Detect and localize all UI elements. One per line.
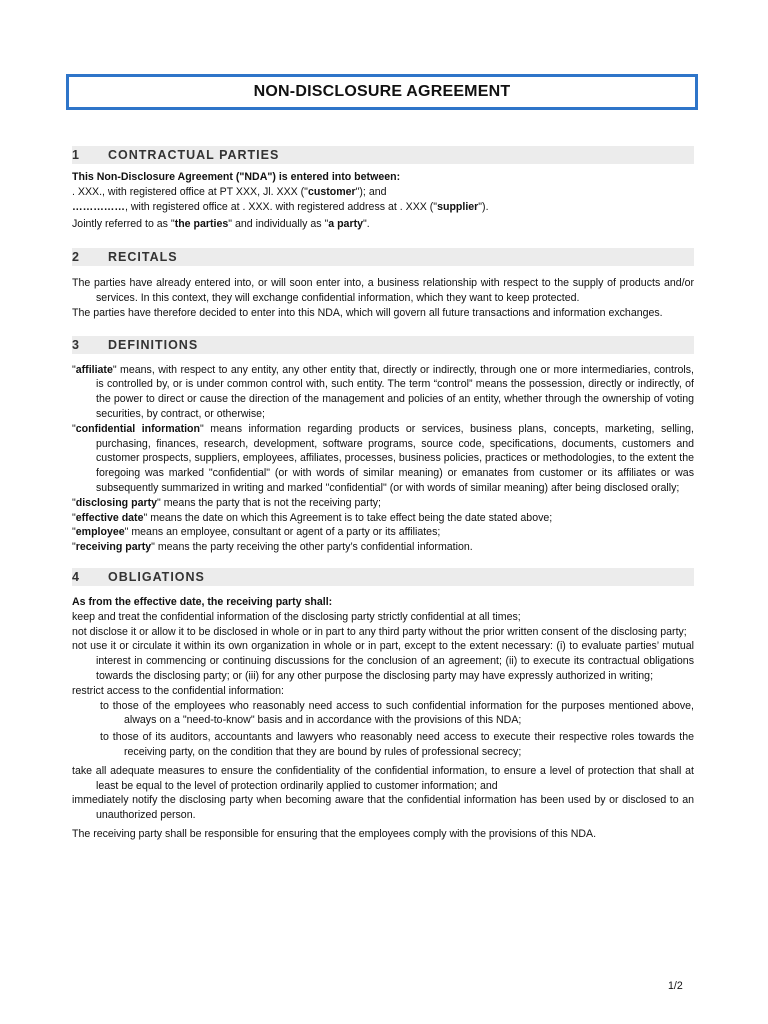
definition-disclosing-party: "disclosing party" means the party that is not the receiving party; [72,496,382,509]
obligation-subitem: to those of its auditors, accountants and lawyers who reasonably need access to execute their respective roles towards the receiving party, on the condition that they are bound by rules of professional secrecy; [100,731,694,758]
party-supplier: ……………, with registered office at . XXX. with registered address at . XXX ("supplier"). [72,200,489,213]
obligations-closing: The receiving party shall be responsible for ensuring that the employees comply with the provisions of this NDA. [72,827,597,840]
document-page [72,74,694,842]
section-heading-recitals [72,248,694,266]
section-number: 1 [72,148,80,162]
definition-effective-date: "effective date" means the date on which this Agreement is to take effect being the date stated above; [72,511,553,524]
obligation-item: immediately notify the disclosing party when becoming aware that the confidential information has been used by or disclosed to an unauthorized person. [72,794,694,822]
parties-intro: This Non-Disclosure Agreement ("NDA") is entered into between: [72,171,401,183]
section-number: 4 [72,569,80,584]
recital-1: The parties have already entered into, or will soon enter into, a business relationship with respect to the supply of products and/or services. In this context, they will exchange confidential information, which they want to keep protected. [72,277,694,304]
obligation-item: not disclose it or allow it to be disclosed in whole or in part to any third party without the prior written consent of the disclosing party; [72,625,687,638]
obligation-item: take all adequate measures to ensure the confidentiality of the confidential information, to ensure a level of protection that shall at least be equal to the level of protection ordinarily applied to customer information; and [72,764,694,792]
section-title: OBLIGATIONS [108,569,205,584]
document-title: NON-DISCLOSURE AGREEMENT [66,74,698,110]
obligation-subitem: to those of the employees who reasonably need access to such confidential information for the purposes mentioned above, always on a "need-to-know" basis and in accordance with the provisions of this NDA; [100,699,694,727]
obligation-item: keep and treat the confidential information of the disclosing party strictly confidential at all times; [72,610,521,623]
obligation-item: not use it or circulate it within its own organization in whole or in part, except to the extent necessary: (i) to evaluate parties’ mutual interest in commencing or continuing discussions for the conclusion of an agreement; (ii) to execute its contractual obligations towards the disclosing party; or (iii) for any other purpose the disclosing party may have expressly authorized in writing; [72,640,694,682]
definition-confidential-information: "confidential information" means information regarding products or services, business plans, concepts, marketing, selling, purchasing, finances, research, development, software programs, source code, specifications, documents, customers and customer prospects, suppliers, employees, affiliates, processes, business policies, practices or methodologies, to the extent the foregoing was marked "confidential" (or with words of similar meaning) or emanates from customer or its affiliates or was subsequently summarized in writing and marked "confidential" (or with words of similar meaning) after being disclosed orally; [72,422,694,494]
party-customer: . XXX., with registered office at PT XXX, Jl. XXX ("customer"); and [72,185,387,198]
section-title: CONTRACTUAL PARTIES [108,148,280,162]
parties-joint: Jointly referred to as "the parties" and individually as "a party". [72,218,370,231]
section-heading-definitions [72,336,694,354]
section-heading-obligations [72,568,694,586]
definition-employee: "employee" means an employee, consultant or agent of a party or its affiliates; [72,526,441,539]
section-number: 3 [72,337,80,352]
section-title: RECITALS [108,250,178,265]
obligations-intro: As from the effective date, the receiving party shall: [72,595,333,608]
obligation-item: restrict access to the confidential information: [72,684,284,697]
page-number: 1/2 [668,980,683,992]
section-number: 2 [72,250,80,265]
definition-affiliate: "affiliate" means, with respect to any entity, any other entity that, directly or indirectly, through one or more intermediaries, controls, is controlled by, or is under common control with, such entity. The term “control” means the possession, directly or indirectly, of the power to direct or cause the direction of the management and policies of an entity, whether through the ownership of voting securities, by contract, or otherwise; [72,363,694,420]
section-title: DEFINITIONS [108,337,199,352]
definition-receiving-party: "receiving party" means the party receiving the other party’s confidential information. [72,541,473,554]
section-heading-contractual-parties [72,146,694,164]
recital-2: The parties have therefore decided to enter into this NDA, which will govern all future transactions and information exchanges. [72,306,663,319]
